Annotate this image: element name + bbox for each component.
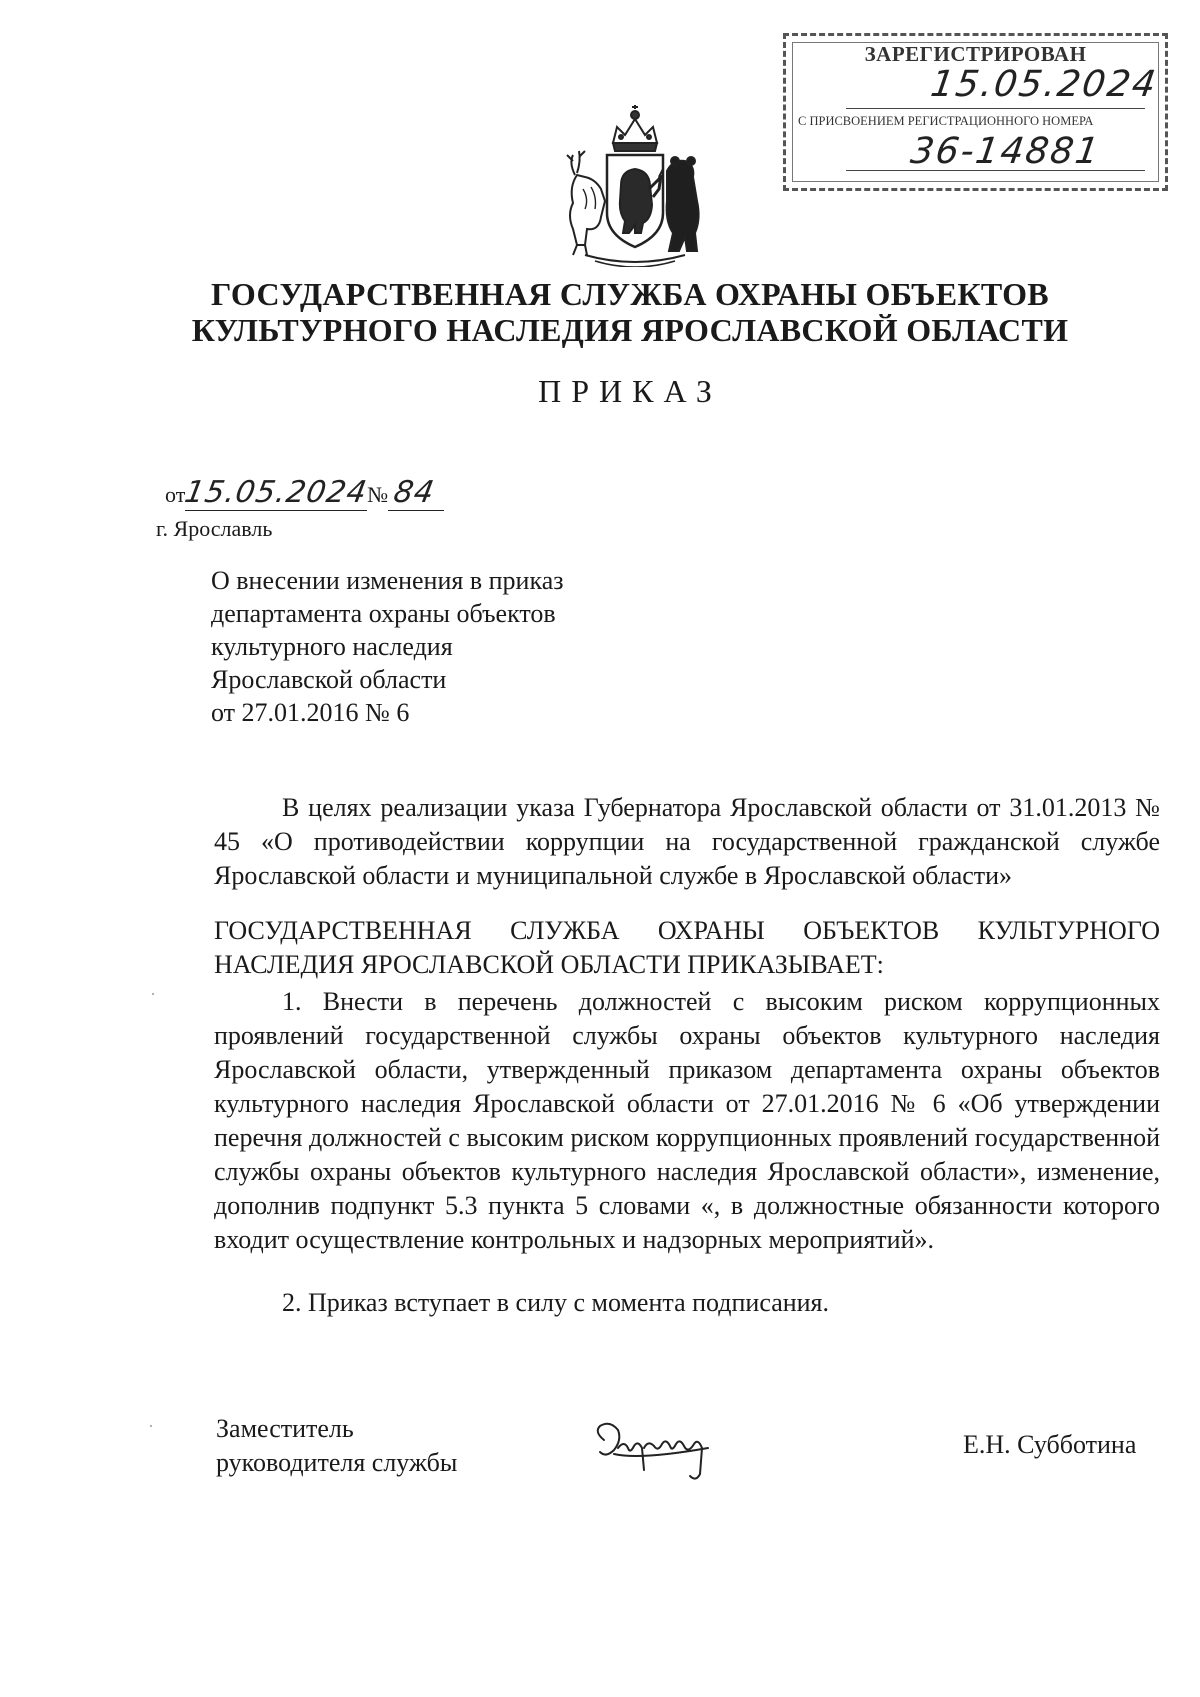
document-number-field <box>388 475 444 511</box>
purpose-text: В целях реализации указа Губернатора Ярославской области от 31.01.2013 № 45 «О противодействии коррупции на государственной гражданской службе Ярославской области и муниципальной службе в Ярославской области» <box>214 793 1160 890</box>
coat-of-arms-emblem <box>555 105 715 267</box>
scan-speck <box>152 993 154 995</box>
subject-line: департамента охраны объектов <box>211 599 556 628</box>
registration-date-underline <box>846 108 1145 109</box>
registration-number: 36-14881 <box>908 131 1104 172</box>
registration-date: 15.05.2024 <box>928 64 1161 105</box>
document-type-heading: ПРИКАЗ <box>538 373 722 409</box>
order-item-1-text: 1. Внести в перечень должностей с высоким риском коррупционных проявлений государственной службы охраны объектов культурного наследия Ярославской области, утвержденный приказом департамента охраны объектов культурного наследия Ярославской области от 27.01.2016 № 6 «Об утверждении перечня должностей с высоким риском коррупционных проявлений государственной службы охраны объектов культурного наследия Ярославской области», изменение, дополнив подпункт 5.3 пункта 5 словами «, в должностные обязанности которого входит осуществление контрольных и надзорных мероприятий». <box>214 987 1160 1254</box>
signatory-name: Е.Н. Субботина <box>963 1430 1137 1459</box>
handwritten-signature <box>590 1418 730 1488</box>
order-statement-line-1: ГОСУДАРСТВЕННАЯ СЛУЖБА ОХРАНЫ ОБЪЕКТОВ КУЛЬТУРНОГО <box>214 916 1160 945</box>
registration-stamp-caption: С ПРИСВОЕНИЕМ РЕГИСТРАЦИОННОГО НОМЕРА <box>798 114 1094 128</box>
order-statement-line-2: НАСЛЕДИЯ ЯРОСЛАВСКОЙ ОБЛАСТИ ПРИКАЗЫВАЕТ: <box>214 950 884 979</box>
document-number-handwritten: 84 <box>391 475 438 510</box>
date-prefix-label: от <box>165 482 186 507</box>
registration-number-underline <box>846 170 1145 171</box>
order-statement <box>214 914 1160 982</box>
registration-stamp-title: ЗАРЕГИСТРИРОВАН <box>864 42 1087 66</box>
document-subject <box>211 564 564 729</box>
order-item-2 <box>214 1286 1160 1320</box>
signatory-position-line-1: Заместитель <box>216 1414 354 1443</box>
scan-speck <box>150 1425 152 1427</box>
registration-stamp <box>783 33 1168 191</box>
document-city: г. Ярославль <box>156 516 273 541</box>
order-item-2-text: 2. Приказ вступает в силу с момента подписания. <box>282 1288 830 1317</box>
document-date-handwritten: 15.05.2024 <box>182 475 371 510</box>
signatory-position <box>216 1412 457 1480</box>
document-date-field <box>182 475 371 511</box>
signatory-position-line-2: руководителя службы <box>216 1448 458 1477</box>
purpose-paragraph <box>214 791 1160 893</box>
organization-name-line-1: ГОСУДАРСТВЕННАЯ СЛУЖБА ОХРАНЫ ОБЪЕКТОВ <box>211 276 1049 312</box>
subject-line: от 27.01.2016 № 6 <box>211 698 410 727</box>
subject-line: Ярославской области <box>211 665 447 694</box>
organization-name-line-2: КУЛЬТУРНОГО НАСЛЕДИЯ ЯРОСЛАВСКОЙ ОБЛАСТИ <box>191 312 1069 348</box>
document-date-number-line <box>165 475 444 511</box>
subject-line: культурного наследия <box>211 632 453 661</box>
subject-line: О внесении изменения в приказ <box>211 566 564 595</box>
number-label: № <box>367 482 389 507</box>
order-item-1 <box>214 985 1160 1257</box>
